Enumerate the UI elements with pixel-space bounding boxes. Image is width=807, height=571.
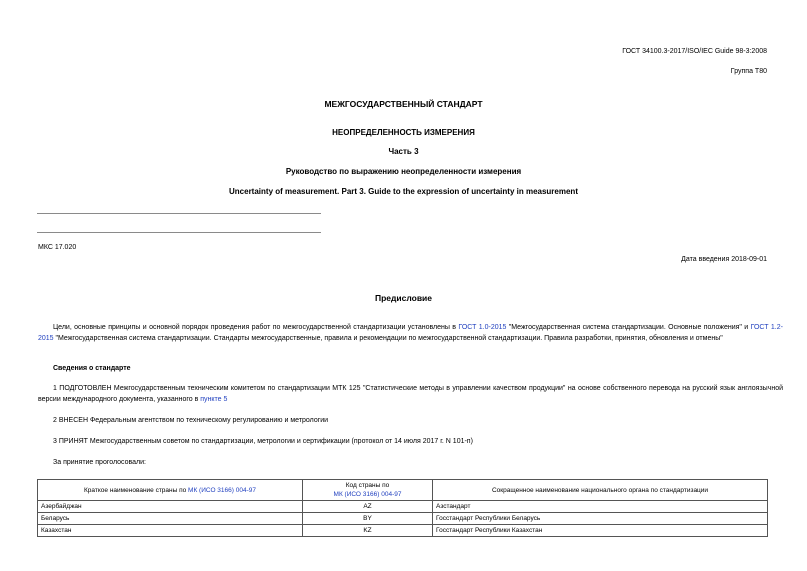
code-cell: AZ xyxy=(303,501,433,513)
column-header-country: Краткое наименование страны по МК (ИСО 3166) 004-97 xyxy=(38,480,303,501)
country-cell: Беларусь xyxy=(38,513,303,525)
divider-line xyxy=(37,232,321,233)
country-cell: Азербайджан xyxy=(38,501,303,513)
code-cell: BY xyxy=(303,513,433,525)
item-submitted: 2 ВНЕСЕН Федеральным агентством по техническому регулированию и метрологии xyxy=(53,417,329,424)
foreword-heading: Предисловие xyxy=(374,293,433,303)
mk-iso-3166-link[interactable]: МК (ИСО 3166) 004-97 xyxy=(188,486,256,494)
column-header-code: Код страны по МК (ИСО 3166) 004-97 xyxy=(303,480,433,501)
gost-1-0-link[interactable]: ГОСТ 1.0-2015 xyxy=(458,324,507,331)
column-header-body: Сокращенное наименование национального органа по стандартизации xyxy=(433,480,768,501)
item-prepared: 1 ПОДГОТОВЛЕН Межгосударственным техническим комитетом по стандартизации МТК 125 "Статистические методы в управлении качеством продукции" на основе собственного перевода на русский язык англоязычной версии международного документа, указанного в пункте 5 xyxy=(38,385,783,403)
group-code: Группа Т80 xyxy=(730,68,767,75)
russian-subtitle: Руководство по выражению неопределенности измерения xyxy=(285,167,522,176)
english-title: Uncertainty of measurement. Part 3. Guide to the expression of uncertainty in measurement xyxy=(229,187,578,196)
document-title: НЕОПРЕДЕЛЕННОСТЬ ИЗМЕРЕНИЯ xyxy=(332,128,475,137)
voted-label: За принятие проголосовали: xyxy=(53,459,146,466)
body-cell: Госстандарт Республики Беларусь xyxy=(433,513,768,525)
item-adopted: 3 ПРИНЯТ Межгосударственным советом по стандартизации, метрологии и сертификации (протокол от 14 июля 2017 г. N 101-п) xyxy=(53,438,473,445)
body-cell: Азстандарт xyxy=(433,501,768,513)
mk-iso-3166-link[interactable]: МК (ИСО 3166) 004-97 xyxy=(333,491,402,498)
table-header-row xyxy=(38,480,768,501)
gost-1-2-link[interactable]: ГОСТ 1.2-2015 xyxy=(38,324,783,342)
info-heading: Сведения о стандарте xyxy=(53,365,131,372)
code-cell: KZ xyxy=(303,525,433,537)
standard-type-heading: МЕЖГОСУДАРСТВЕННЫЙ СТАНДАРТ xyxy=(324,99,483,109)
clause-5-link[interactable]: пункте 5 xyxy=(200,396,228,403)
introduction-date: Дата введения 2018-09-01 xyxy=(681,256,767,263)
divider-line xyxy=(37,213,321,214)
part-number: Часть 3 xyxy=(388,147,419,156)
table-row xyxy=(38,525,768,537)
table-row xyxy=(38,513,768,525)
table-row xyxy=(38,501,768,513)
country-cell: Казахстан xyxy=(38,525,303,537)
foreword-paragraph: Цели, основные принципы и основной порядок проведения работ по межгосударственной стандартизации установлены в ГОСТ 1.0-2015 "Межгосударственная система стандартизации. Основные положения" и ГОСТ 1.2-2015 "Межгосударственная система стандартизации. Стандарты межгосударственные, правила и рекомендации по межгосударственной стандартизации. Правила разработки, принятия, обновления и отмены" xyxy=(38,324,783,342)
body-cell: Госстандарт Республики Казахстан xyxy=(433,525,768,537)
mks-code: МКС 17.020 xyxy=(38,244,77,251)
voting-states-table xyxy=(37,479,768,537)
standard-designation: ГОСТ 34100.3-2017/ISO/IEC Guide 98-3:2008 xyxy=(622,48,767,55)
